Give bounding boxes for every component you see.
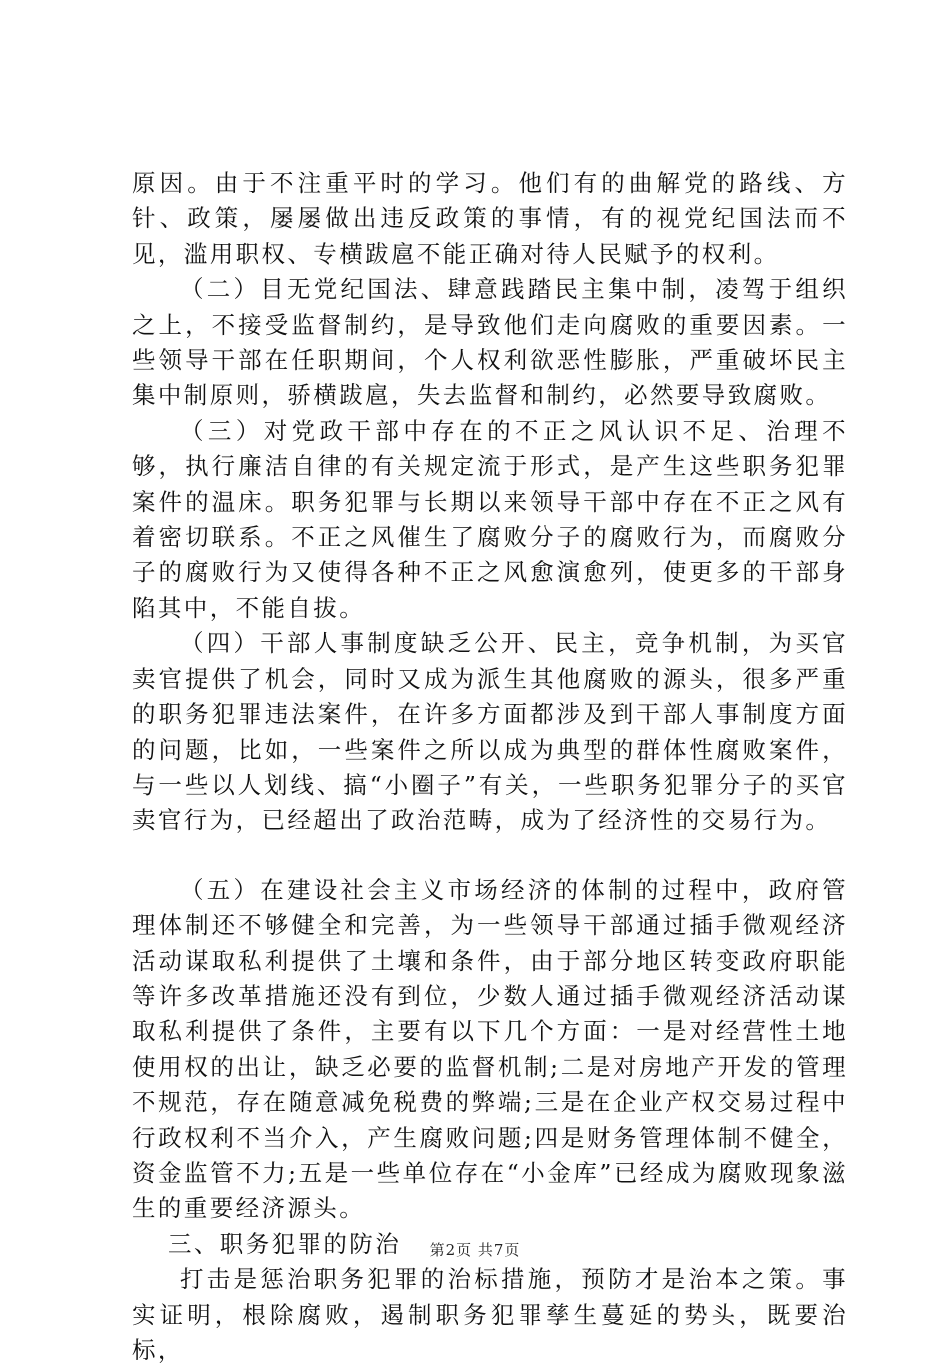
page-footer: 第2页 共7页	[429, 1241, 521, 1259]
section-heading: 三、职务犯罪的防治	[168, 1229, 402, 1258]
paragraph-item-5: （五）在建设社会主义市场经济的体制的过程中，政府管理体制还不够健全和完善，为一些领导干部通过插手微观经济活动谋取私利提供了土壤和条件，由于部分地区转变政府职能等许多改革措施还没有到位，少数人通过插手微观经济活动谋取私利提供了条件，主要有以下几个方面：一是对经营性土地使用权的出让，缺乏必要的监督机制;二是对房地产开发的管理不规范，存在随意减免税费的弊端;三是在企业产权交易过程中行政权利不当介入，产生腐败问题;四是财务管理体制不健全，资金监管不力;五是一些单位存在“小金库”已经成为腐败现象滋生的重要经济源头。	[132, 875, 848, 1223]
paragraph-item-4: （四）干部人事制度缺乏公开、民主，竞争机制，为买官卖官提供了机会，同时又成为派生其他腐败的源头，很多严重的职务犯罪违法案件，在许多方面都涉及到干部人事制度方面的问题，比如，一些案件之所以成为典型的群体性腐败案件，与一些以人划线、搞“小圈子”有关，一些职务犯罪分子的买官卖官行为，已经超出了政治范畴，成为了经济性的交易行为。	[132, 629, 848, 835]
document-body	[132, 166, 848, 1368]
paragraph-continuation: 原因。由于不注重平时的学习。他们有的曲解党的路线、方针、政策，屡屡做出违反政策的事情，有的视党纪国法而不见，滥用职权、专横跋扈不能正确对待人民赋予的权利。	[132, 169, 848, 268]
paragraph-item-2: （二）目无党纪国法、肆意践踏民主集中制，凌驾于组织之上，不接受监督制约，是导致他们走向腐败的重要因素。一些领导干部在任职期间，个人权利欲恶性膨胀，严重破坏民主集中制原则，骄横跋扈，失去监督和制约，必然要导致腐败。	[132, 275, 848, 410]
paragraph-prevention: 打击是惩治职务犯罪的治标措施，预防才是治本之策。事实证明，根除腐败，遏制职务犯罪孳生蔓延的势头，既要治标，	[132, 1265, 848, 1364]
paragraph-item-3: （三）对党政干部中存在的不正之风认识不足、治理不够，执行廉洁自律的有关规定流于形式，是产生这些职务犯罪案件的温床。职务犯罪与长期以来领导干部中存在不正之风有着密切联系。不正之风催生了腐败分子的腐败行为，而腐败分子的腐败行为又使得各种不正之风愈演愈列，使更多的干部身陷其中，不能自拔。	[132, 416, 848, 622]
